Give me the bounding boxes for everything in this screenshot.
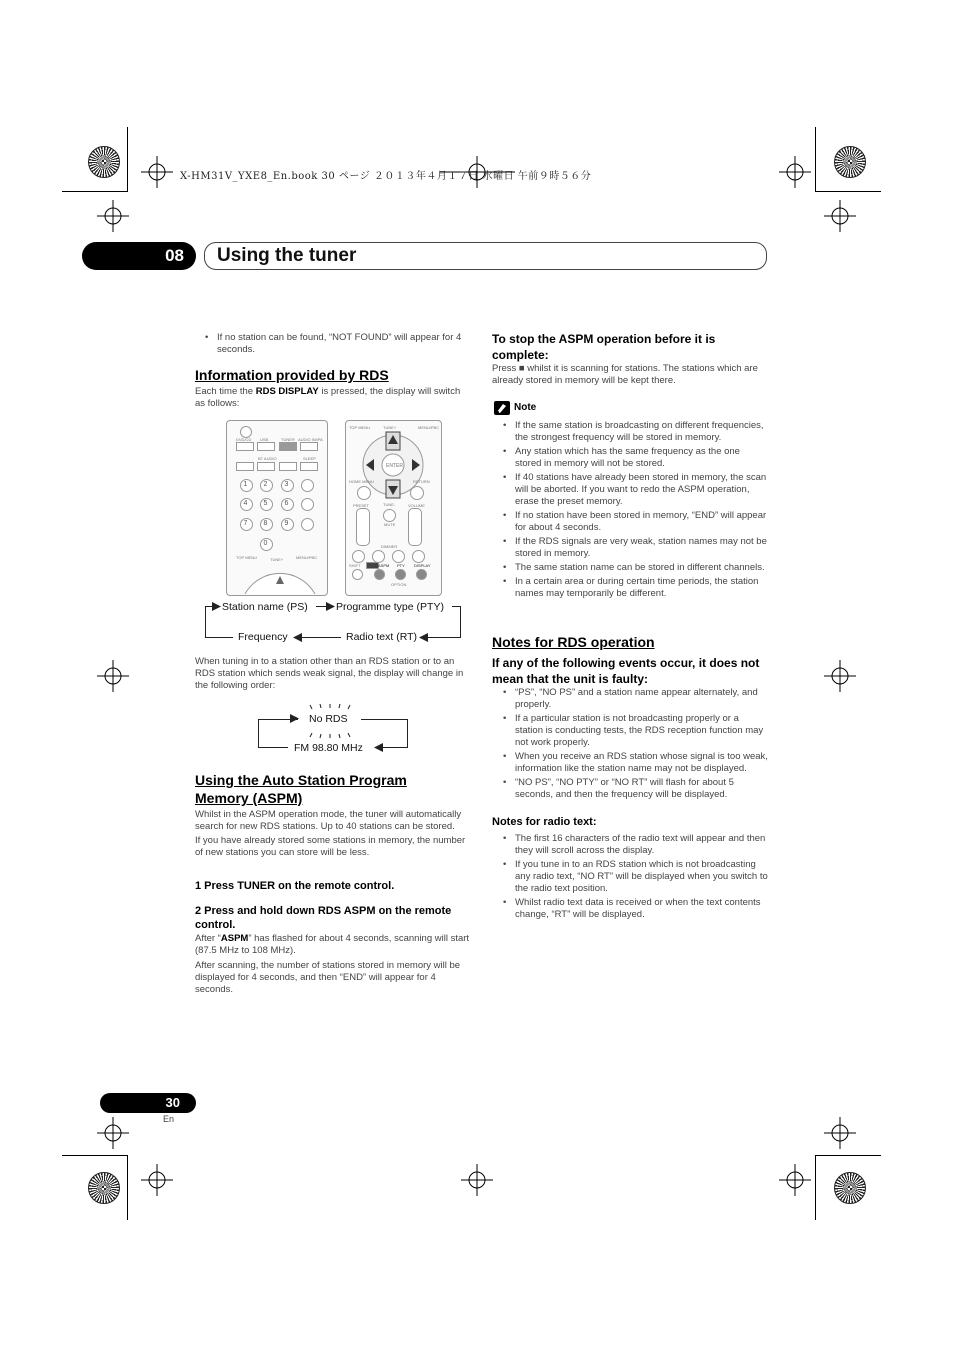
- notes-list: [493, 420, 768, 602]
- crosshair-icon: [141, 1164, 173, 1196]
- list-item: • If no station have been stored in memory, “END” will appear for about 4 seconds.: [493, 510, 768, 534]
- list-item: • The same station name can be stored in different channels.: [493, 562, 768, 574]
- stop-aspm-text: Press ■ whilst it is scanning for stations. The stations which are already stored in memory will be kept there.: [492, 363, 758, 386]
- aspm-body: Whilst in the ASPM operation mode, the tuner will automatically search for new RDS stations. Up to 40 stations can be stored. If you have already stored some stations in memory, the number of new stations you can store will be less.: [195, 809, 466, 858]
- step-2-body: After “ASPM” has flashed for about 4 seconds, scanning will start (87.5 MHz to 108 MHz). After scanning, the number of stations stored in memory will be displayed for 4 seconds, and then “END” will appear for 4 seconds.: [195, 933, 470, 995]
- note-icon: [494, 401, 510, 415]
- crosshair-icon: [824, 1117, 856, 1149]
- chapter-title: Using the tuner: [217, 245, 357, 266]
- aspm-heading: Using the Auto Station Program Memory (ASPM): [195, 772, 407, 806]
- rds-intro: Each time the RDS DISPLAY is pressed, the display will switch as follows:: [195, 386, 461, 409]
- programme-type-label: Programme type (PTY): [336, 601, 444, 613]
- arrow-left-icon: [374, 743, 384, 752]
- arrow-right-icon: [290, 714, 300, 723]
- crosshair-icon: [141, 156, 173, 188]
- arrow-left-icon: [293, 633, 303, 642]
- left-column: [195, 332, 470, 358]
- list-item: • If 40 stations have already been stored in memory, the scan will be aborted. If you want to redo the ASPM operation, erase the preset memory.: [493, 472, 768, 508]
- list-item: • If you tune in to an RDS station which is not broadcasting any radio text, “NO RT” will be displayed when you switch to the radio text position.: [493, 859, 768, 895]
- no-rds-label: No RDS: [309, 713, 348, 725]
- crosshair-icon: [779, 156, 811, 188]
- remote-dpad-icon: [240, 560, 320, 594]
- fm-frequency-label: FM 98.80 MHz: [294, 742, 363, 754]
- arrow-left-icon: [419, 633, 429, 642]
- list-item: • If the same station is broadcasting on different frequencies, the strongest frequency will be stored in memory.: [493, 420, 768, 444]
- list-item: • “NO PS”, “NO PTY” or “NO RT” will flash for about 5 seconds, and then the frequency will be displayed.: [493, 777, 768, 801]
- list-item: • If the RDS signals are very weak, station names may not be stored in memory.: [493, 536, 768, 560]
- list-item: • If a particular station is not broadcasting properly or a station is conducting tests, the RDS reception function may not work properly.: [493, 713, 768, 749]
- frequency-label: Frequency: [238, 631, 288, 643]
- list-item: • Any station which has the same frequency as the one stored in memory will not be stored.: [493, 446, 768, 470]
- rds-display-key: RDS DISPLAY: [255, 386, 319, 397]
- crosshair-icon: [97, 1117, 129, 1149]
- radio-text-list: [493, 833, 768, 923]
- rds-heading: Information provided by RDS: [195, 367, 389, 383]
- list-item: • Whilst radio text data is received or when the text contents change, “RT” will be displayed.: [493, 897, 768, 921]
- arrow-right-icon: [326, 602, 336, 611]
- list-item: • In a certain area or during certain time periods, the station names may temporarily be different.: [493, 576, 768, 600]
- crosshair-icon: [97, 200, 129, 232]
- weak-signal-text: When tuning in to a station other than an RDS station or to an RDS station which sends weak signal, the display will change in the following order:: [195, 656, 464, 691]
- station-name-label: Station name (PS): [222, 601, 308, 613]
- list-item: • When you receive an RDS station whose signal is too weak, information like the station name may not be displayed.: [493, 751, 768, 775]
- crosshair-icon: [824, 660, 856, 692]
- radio-text-label: Radio text (RT): [346, 631, 417, 643]
- crosshair-icon: [97, 660, 129, 692]
- step-2: 2 Press and hold down RDS ASPM on the remote control.: [195, 905, 452, 931]
- crosshair-icon: [779, 1164, 811, 1196]
- note-label: Note: [514, 402, 537, 413]
- stop-aspm-heading: To stop the ASPM operation before it is complete:: [492, 332, 716, 362]
- crosshair-icon: [824, 200, 856, 232]
- crosshair-icon: [461, 1164, 493, 1196]
- faulty-list: [493, 687, 768, 803]
- print-header: X-HM31V_YXE8_En.book 30 ページ ２０１３年４月１７日 水曜日 午前９時５６分: [180, 171, 592, 182]
- step-1: 1 Press TUNER on the remote control.: [195, 880, 395, 892]
- radio-text-heading: Notes for radio text:: [492, 816, 597, 828]
- list-item: • The first 16 characters of the radio text will appear and then they will scroll across the display.: [493, 833, 768, 857]
- rds-operation-heading: Notes for RDS operation: [492, 634, 655, 650]
- faulty-heading: If any of the following events occur, it does not mean that the unit is faulty:: [492, 656, 760, 686]
- chapter-number: 08: [82, 242, 196, 270]
- list-item: • “PS”, “NO PS” and a station name appear alternately, and properly.: [493, 687, 768, 711]
- page-number: 30: [100, 1093, 196, 1113]
- list-item: • If no station can be found, “NOT FOUND” will appear for 4 seconds.: [195, 332, 470, 356]
- language-code: En: [163, 1114, 175, 1124]
